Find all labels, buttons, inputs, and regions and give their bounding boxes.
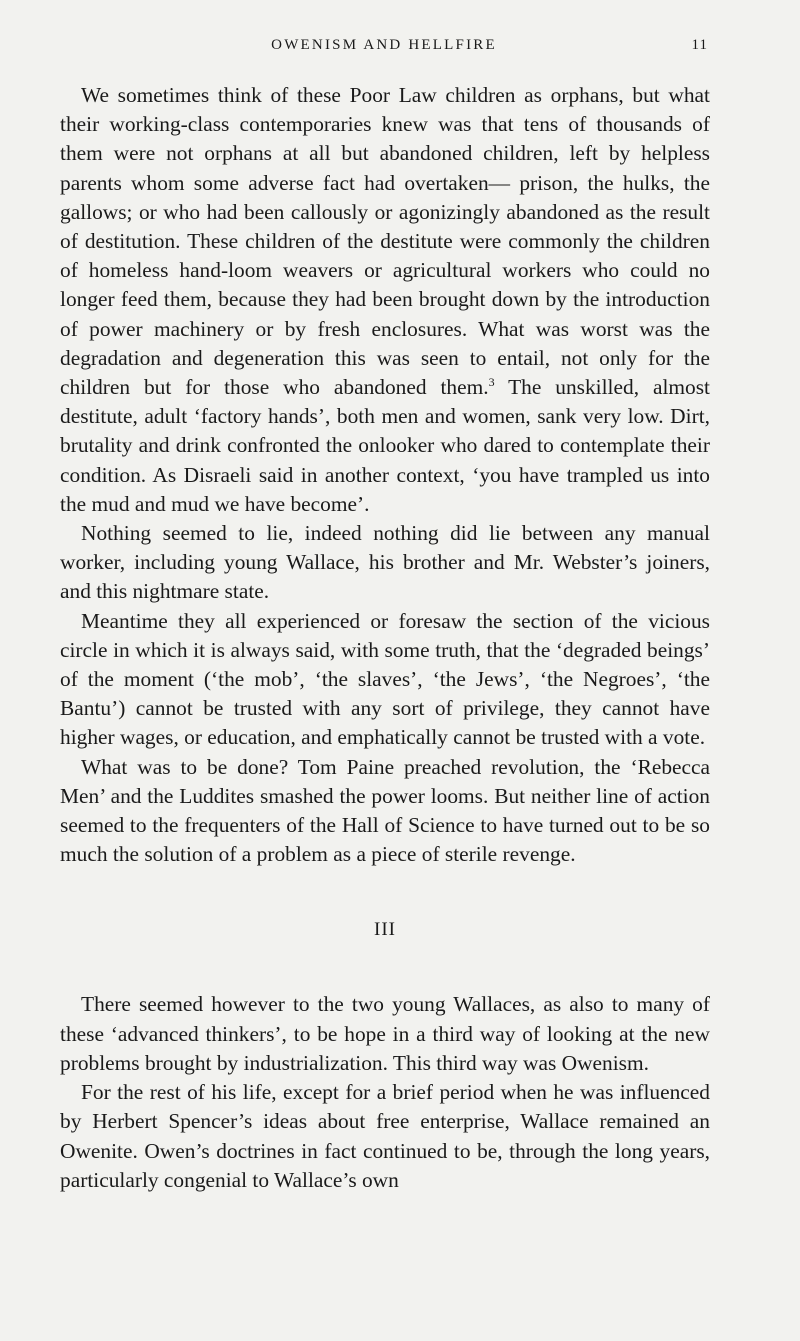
paragraph-4: What was to be done? Tom Paine preached revolution, the ‘Rebecca Men’ and the Luddites smashed the power looms. But neither line of action seemed to the frequenters of the Hall of Science to have turned out to be so much the solution of a problem as a piece of sterile revenge. [60,754,710,867]
paragraph-1-text-b: The unskilled, almost destitute, adult ‘factory hands’, both men and women, sank very low. Dirt, brutality and drink confronted the onlooker who dared to contemplate their condition. As Disraeli said in another context, ‘you have trampled us into the mud and mud we have become’. [60,375,710,516]
footnote-reference[interactable]: 3 [488,375,495,390]
paragraph-6: For the rest of his life, except for a brief period when he was influenced by Herbert Spencer’s ideas about free enterprise, Wallace remained an Owenite. Owen’s doctrines in fact continued to be, through the long years, particularly congenial to Wallace’s own [60,1080,710,1192]
body-text [60,81,710,1195]
paragraph-5: There seemed however to the two young Wallaces, as also to many of these ‘advanced thinkers’, to be hope in a third way of looking at the new problems brought by industrialization. This third way was Owenism. [60,992,710,1075]
running-title: OWENISM AND HELLFIRE [271,37,497,53]
running-head [60,37,708,61]
paragraph-1-text-a: We sometimes think of these Poor Law children as orphans, but what their working-class contemporaries knew was that tens of thousands of them were not orphans at all but abandoned children, left by helpless parents whom some adverse fact had overtaken— prison, the hulks, the gallows; or who had been callously or agonizingly abandoned as the result of destitution. These children of the destitute were commonly the children of homeless hand-loom weavers or agricultural workers who could no longer feed them, because they had been brought down by the introduction of power machinery or by fresh enclosures. What was worst was the degradation and degeneration this was seen to entail, not only for the children but for those who abandoned them. [60,83,710,400]
paragraph-1 [60,81,710,519]
page-number: 11 [691,37,708,53]
paragraph-3: Meantime they all experienced or foresaw the section of the vicious circle in which it is always said, with some truth, that the ‘degraded beings’ of the moment (‘the mob’, ‘the slaves’, ‘the Jews’, ‘the Negroes’, ‘the Bantu’) cannot be trusted with any sort of privilege, they cannot have higher wages, or education, and emphatically cannot be trusted with a vote. [60,608,710,750]
paragraph-2: Nothing seemed to lie, indeed nothing did lie between any manual worker, including young Wallace, his brother and Mr. Webster’s joiners, and this nightmare state. [60,521,710,604]
section-heading: III [374,919,396,941]
